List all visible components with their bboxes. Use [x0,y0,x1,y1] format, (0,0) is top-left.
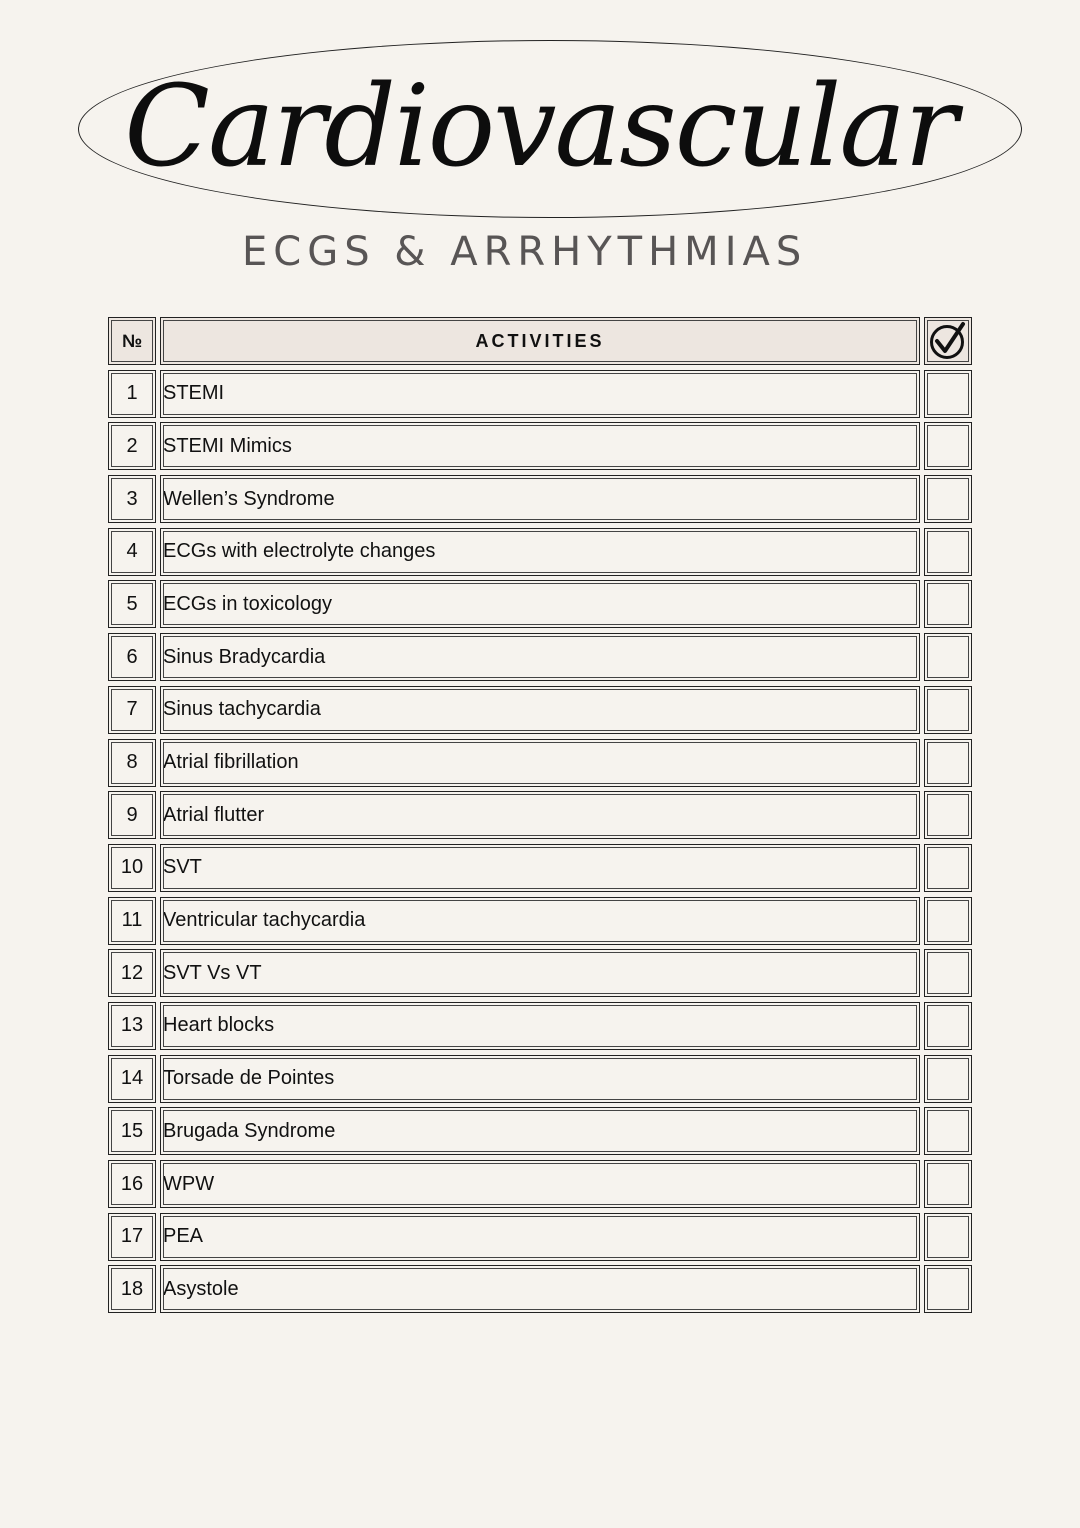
row-checkbox[interactable] [924,475,972,523]
row-activity: Asystole [160,1265,920,1313]
table-row [108,1107,972,1155]
row-checkbox[interactable] [924,1107,972,1155]
row-checkbox[interactable] [924,686,972,734]
row-number: 18 [108,1265,156,1313]
row-number: 15 [108,1107,156,1155]
row-number: 6 [108,633,156,681]
table-row [108,1160,972,1208]
row-number: 16 [108,1160,156,1208]
row-number: 5 [108,580,156,628]
table-row [108,844,972,892]
row-number: 10 [108,844,156,892]
row-activity: ECGs with electrolyte changes [160,528,920,576]
row-checkbox[interactable] [924,844,972,892]
row-checkbox[interactable] [924,1002,972,1050]
row-checkbox[interactable] [924,897,972,945]
table-row [108,1055,972,1103]
table-row [108,897,972,945]
table-row [108,686,972,734]
table-row [108,949,972,997]
row-number: 7 [108,686,156,734]
row-checkbox[interactable] [924,370,972,418]
check-circle-icon [928,321,968,361]
page-header [0,0,1080,300]
row-number: 8 [108,739,156,787]
table-row [108,422,972,470]
row-checkbox[interactable] [924,1160,972,1208]
row-checkbox[interactable] [924,633,972,681]
page-subtitle: ECGS & ARRHYTHMIAS [242,229,808,275]
row-number: 17 [108,1213,156,1261]
row-number: 3 [108,475,156,523]
row-activity: STEMI Mimics [160,422,920,470]
table-header-row [108,317,972,365]
table-row [108,1002,972,1050]
table-row [108,633,972,681]
activities-table [108,317,972,1318]
row-number: 4 [108,528,156,576]
row-activity: PEA [160,1213,920,1261]
row-activity: Torsade de Pointes [160,1055,920,1103]
table-row [108,1265,972,1313]
row-activity: Brugada Syndrome [160,1107,920,1155]
row-activity: WPW [160,1160,920,1208]
row-activity: Atrial flutter [160,791,920,839]
table-row [108,1213,972,1261]
row-checkbox[interactable] [924,1055,972,1103]
table-row [108,580,972,628]
page-title: Cardiovascular [124,62,956,192]
row-number: 11 [108,897,156,945]
row-number: 12 [108,949,156,997]
table-row [108,370,972,418]
row-activity: STEMI [160,370,920,418]
table-row [108,475,972,523]
row-checkbox[interactable] [924,949,972,997]
number-column-header: № [108,317,156,365]
row-activity: Atrial fibrillation [160,739,920,787]
table-row [108,739,972,787]
row-checkbox[interactable] [924,791,972,839]
row-activity: Wellen’s Syndrome [160,475,920,523]
row-number: 2 [108,422,156,470]
row-activity: Ventricular tachycardia [160,897,920,945]
table-row [108,791,972,839]
row-number: 9 [108,791,156,839]
row-checkbox[interactable] [924,580,972,628]
row-checkbox[interactable] [924,739,972,787]
row-activity: Sinus tachycardia [160,686,920,734]
row-number: 13 [108,1002,156,1050]
row-activity: Heart blocks [160,1002,920,1050]
row-checkbox[interactable] [924,528,972,576]
check-column-header [924,317,972,365]
row-activity: Sinus Bradycardia [160,633,920,681]
row-checkbox[interactable] [924,422,972,470]
row-checkbox[interactable] [924,1213,972,1261]
row-activity: ECGs in toxicology [160,580,920,628]
row-number: 1 [108,370,156,418]
activities-column-header: ACTIVITIES [160,317,920,365]
row-number: 14 [108,1055,156,1103]
row-activity: SVT Vs VT [160,949,920,997]
row-activity: SVT [160,844,920,892]
table-row [108,528,972,576]
row-checkbox[interactable] [924,1265,972,1313]
